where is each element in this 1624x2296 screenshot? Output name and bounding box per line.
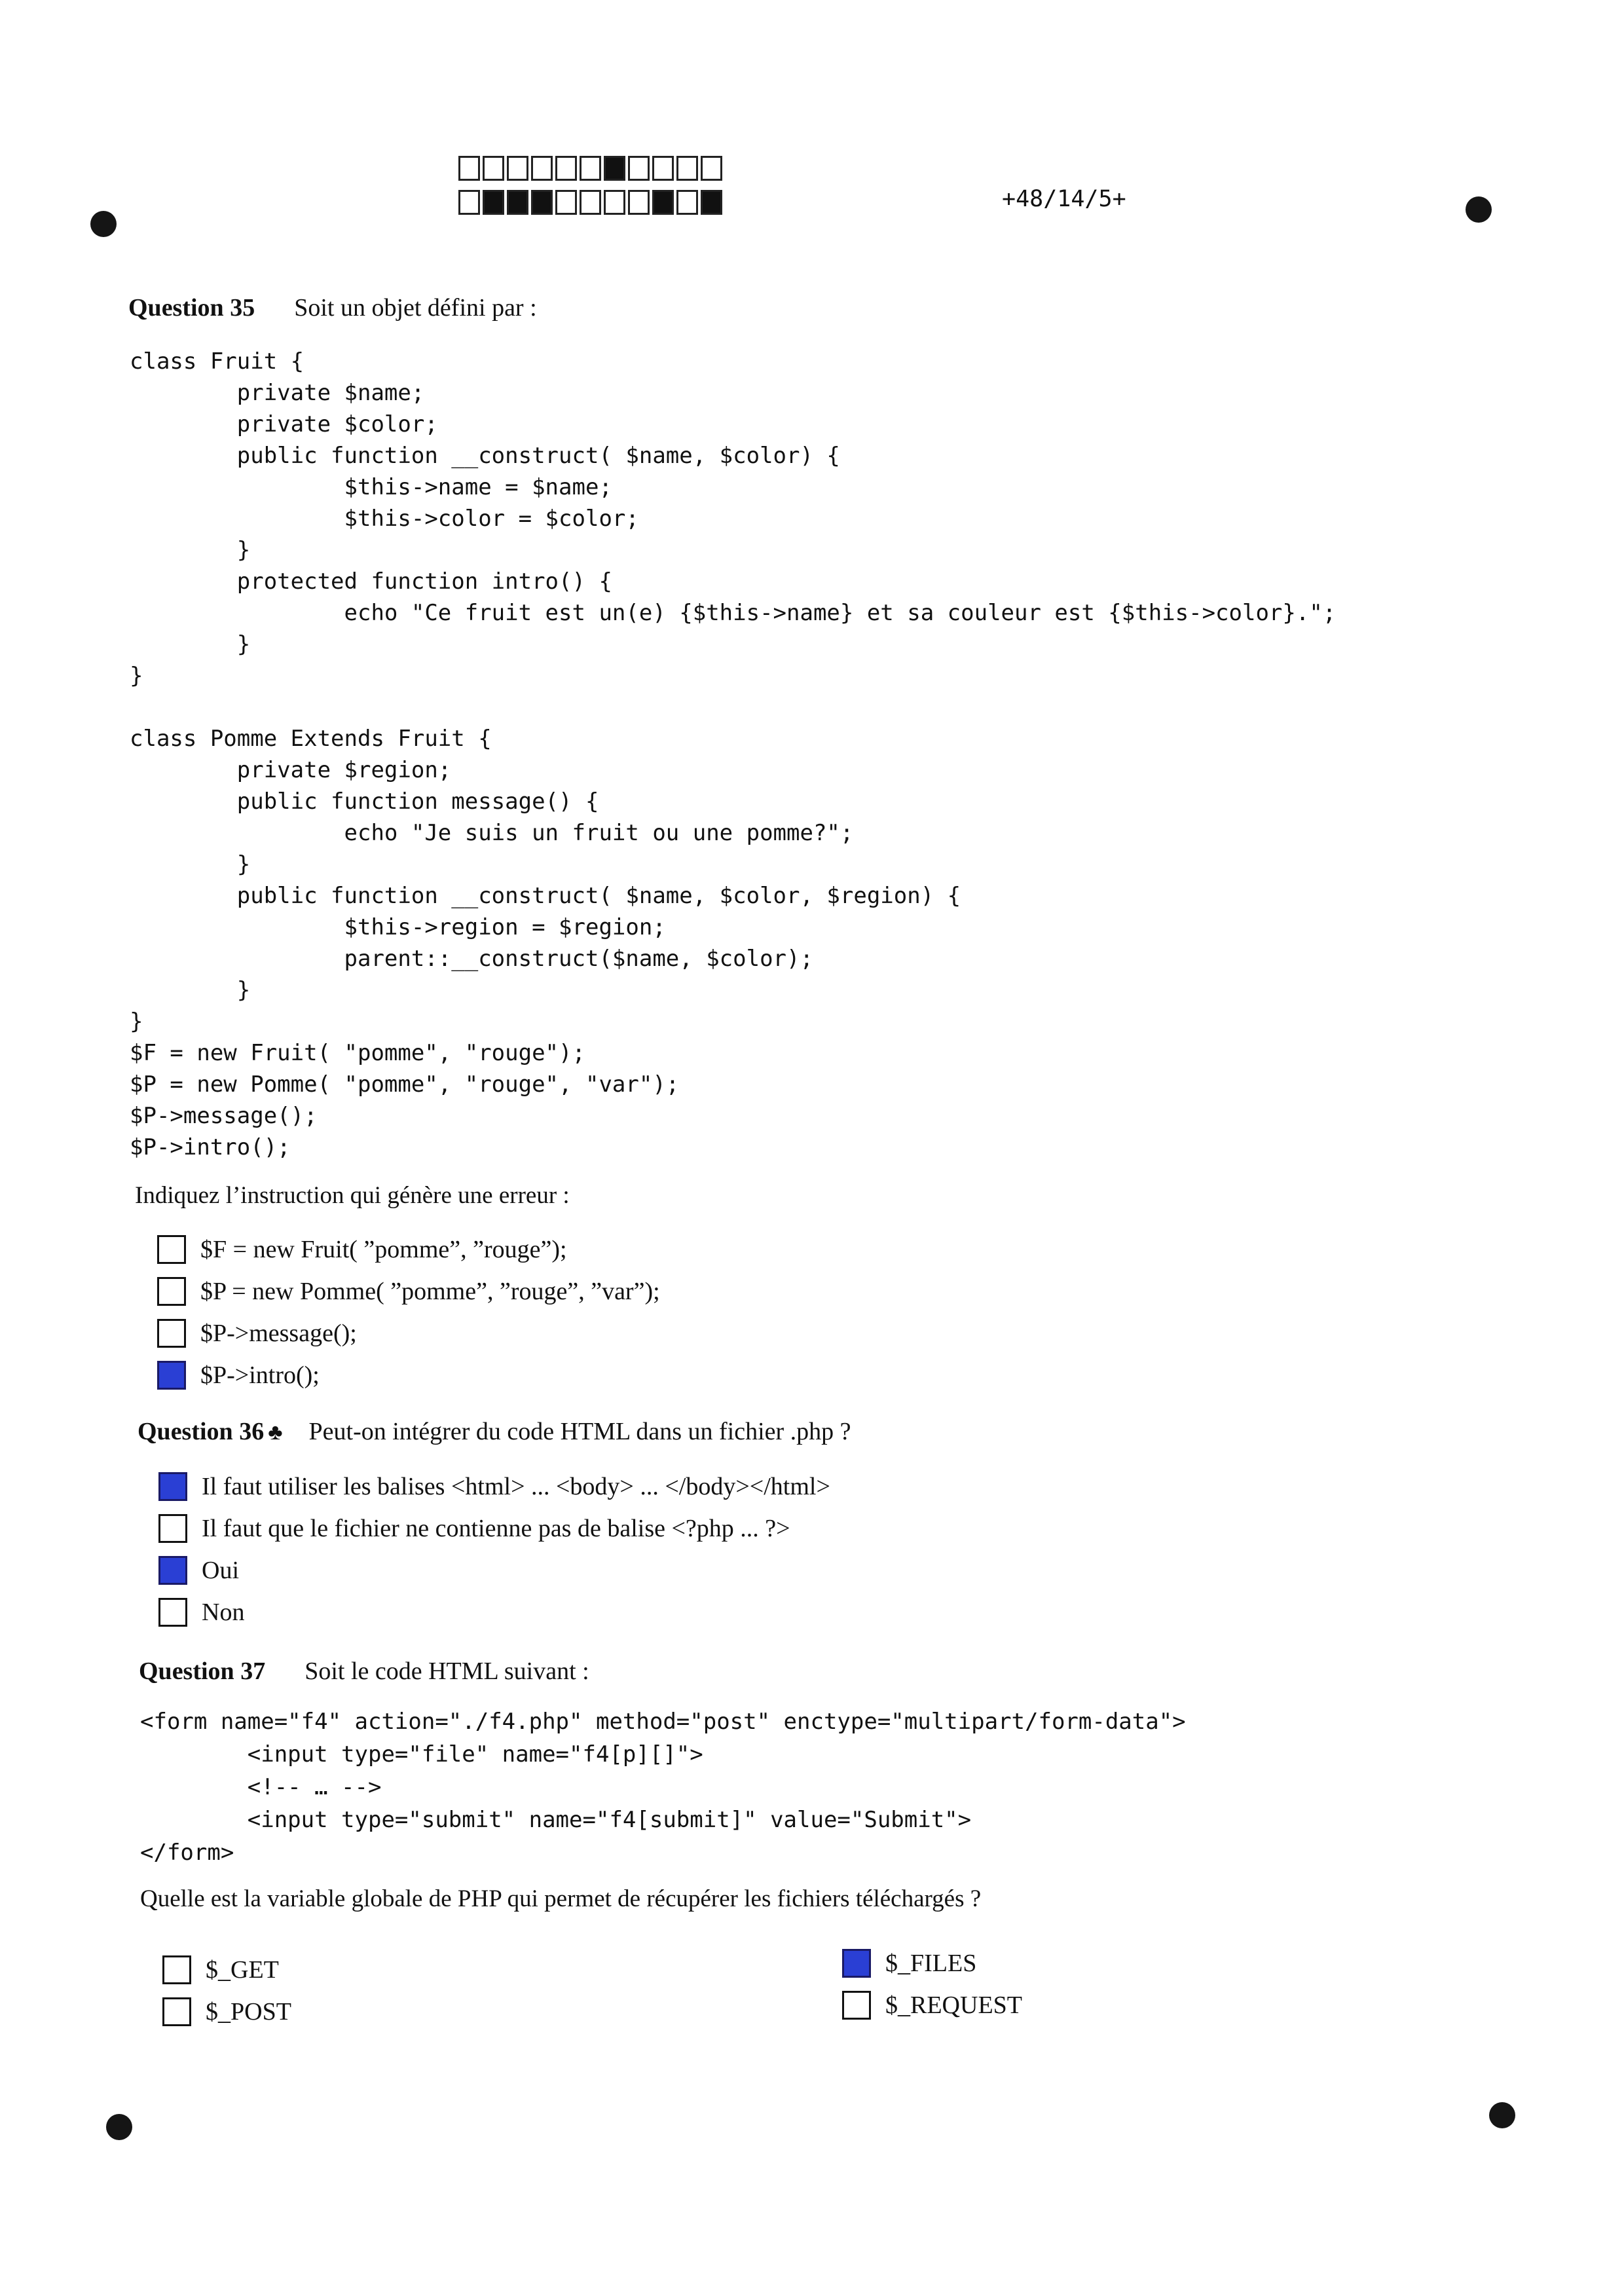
q37-left-option-label-2: $_POST	[206, 1998, 291, 2026]
barcode-bottom-cell	[676, 190, 698, 215]
barcode-bottom-cell	[604, 190, 625, 215]
q37-right-checkbox-2[interactable]	[842, 1991, 871, 2020]
question-35-number: Question 35	[128, 294, 255, 322]
question-37-code: <form name="f4" action="./f4.php" method="post" enctype="multipart/form-data"> <input type="file" name="f4[p][]"> <!-- … --> <input type="submit" name="f4[submit]" value="Submit"> </form>	[140, 1709, 1186, 1866]
q36-option-label-1: Il faut utiliser les balises <html> ... <body> ... </body></html>	[202, 1473, 830, 1500]
q36-checkbox-4[interactable]	[158, 1598, 187, 1627]
q37-right-option-2[interactable]	[842, 1984, 1022, 2026]
q37-left-option-2[interactable]	[162, 1991, 291, 2033]
question-37-choices-left	[162, 1949, 291, 2033]
barcode-top-cell	[580, 156, 601, 181]
q35-option-label-4: $P->intro();	[200, 1361, 320, 1389]
barcode-top-cell	[676, 156, 698, 181]
barcode-bottom-cell	[531, 190, 553, 215]
q35-checkbox-4[interactable]	[157, 1361, 186, 1390]
question-36-number: Question 36	[138, 1418, 265, 1445]
registration-mark-bottom-left	[106, 2114, 132, 2140]
question-37-number: Question 37	[139, 1657, 266, 1685]
q36-checkbox-3[interactable]	[158, 1556, 187, 1585]
question-35-header	[128, 293, 537, 322]
q36-option-4[interactable]	[158, 1591, 830, 1633]
q35-option-4[interactable]	[157, 1354, 660, 1396]
q35-option-3[interactable]	[157, 1312, 660, 1354]
question-37-choices-right	[842, 1942, 1022, 2026]
q37-right-checkbox-1[interactable]	[842, 1949, 871, 1978]
q35-checkbox-3[interactable]	[157, 1319, 186, 1348]
barcode-row-bottom	[458, 190, 725, 215]
q36-option-1[interactable]	[158, 1466, 830, 1508]
q35-option-label-2: $P = new Pomme( ”pomme”, ”rouge”, ”var”);	[200, 1278, 660, 1305]
barcode-top-cell	[458, 156, 480, 181]
q37-right-option-label-1: $_FILES	[885, 1950, 977, 1977]
q37-left-option-label-1: $_GET	[206, 1956, 279, 1984]
q36-checkbox-2[interactable]	[158, 1514, 187, 1543]
barcode-bottom-cell	[701, 190, 722, 215]
q36-option-label-4: Non	[202, 1599, 245, 1626]
barcode-bottom-cell	[458, 190, 480, 215]
q36-option-label-2: Il faut que le fichier ne contienne pas de balise <?php ... ?>	[202, 1515, 790, 1542]
barcode-bottom-cell	[580, 190, 601, 215]
question-37-prompt: Quelle est la variable globale de PHP qui permet de récupérer les fichiers téléchargés ?	[140, 1885, 982, 1912]
question-35-choices	[157, 1229, 660, 1396]
q37-right-option-1[interactable]	[842, 1942, 1022, 1984]
barcode-bottom-cell	[628, 190, 650, 215]
barcode-top-cell	[531, 156, 553, 181]
registration-mark-bottom-right	[1489, 2102, 1515, 2128]
page-id: +48/14/5+	[1002, 186, 1126, 212]
question-35-code: class Fruit { private $name; private $color; public function __construct( $name, $color) { $this->name = $name; $this->color = $color; } protected function intro() { echo "Ce fruit est un(e) {$this->name} et sa couleur est {$this->color}."; } } class Pomme Extends Fruit { private $region; public function message() { echo "Je suis un fruit ou une pomme?"; } public function __construct( $name, $color, $region) { $this->region = $region; parent::__construct($name, $color); } } $F = new Fruit( "pomme", "rouge"); $P = new Pomme( "pomme", "rouge", "var"); $P->message(); $P->intro();	[130, 348, 1337, 1160]
question-35-intro: Soit un objet défini par :	[294, 294, 537, 322]
question-36-header	[138, 1417, 851, 1446]
registration-mark-top-left	[90, 211, 117, 237]
q36-checkbox-1[interactable]	[158, 1472, 187, 1501]
q36-option-3[interactable]	[158, 1549, 830, 1591]
barcode-top-cell	[555, 156, 577, 181]
q36-option-2[interactable]	[158, 1508, 830, 1549]
q35-option-label-1: $F = new Fruit( ”pomme”, ”rouge”);	[200, 1236, 567, 1263]
q37-right-option-label-2: $_REQUEST	[885, 1991, 1022, 2019]
barcode-bottom-cell	[652, 190, 674, 215]
q35-option-1[interactable]	[157, 1229, 660, 1270]
registration-mark-top-right	[1466, 196, 1492, 223]
question-37-intro: Soit le code HTML suivant :	[304, 1657, 589, 1685]
question-36-intro: Peut-on intégrer du code HTML dans un fichier .php ?	[308, 1418, 851, 1445]
barcode-bottom-cell	[483, 190, 504, 215]
question-37-header	[139, 1657, 589, 1686]
barcode-bottom-cell	[555, 190, 577, 215]
barcode-top-cell	[652, 156, 674, 181]
barcode-top-cell	[483, 156, 504, 181]
q35-checkbox-1[interactable]	[157, 1235, 186, 1264]
q36-option-label-3: Oui	[202, 1557, 239, 1584]
barcode-bottom-cell	[507, 190, 528, 215]
question-35-prompt: Indiquez l’instruction qui génère une erreur :	[135, 1182, 570, 1209]
q35-checkbox-2[interactable]	[157, 1277, 186, 1306]
q37-left-option-1[interactable]	[162, 1949, 291, 1991]
barcode-top-cell	[701, 156, 722, 181]
barcode-top-cell	[628, 156, 650, 181]
q35-option-label-3: $P->message();	[200, 1320, 357, 1347]
barcode-row-top	[458, 156, 725, 181]
q37-left-checkbox-1[interactable]	[162, 1955, 191, 1984]
multiple-answer-club-icon: ♣	[268, 1420, 283, 1445]
barcode-top-cell	[507, 156, 528, 181]
q37-left-checkbox-2[interactable]	[162, 1997, 191, 2026]
barcode-top-cell	[604, 156, 625, 181]
q35-option-2[interactable]	[157, 1270, 660, 1312]
question-36-choices	[158, 1466, 830, 1633]
